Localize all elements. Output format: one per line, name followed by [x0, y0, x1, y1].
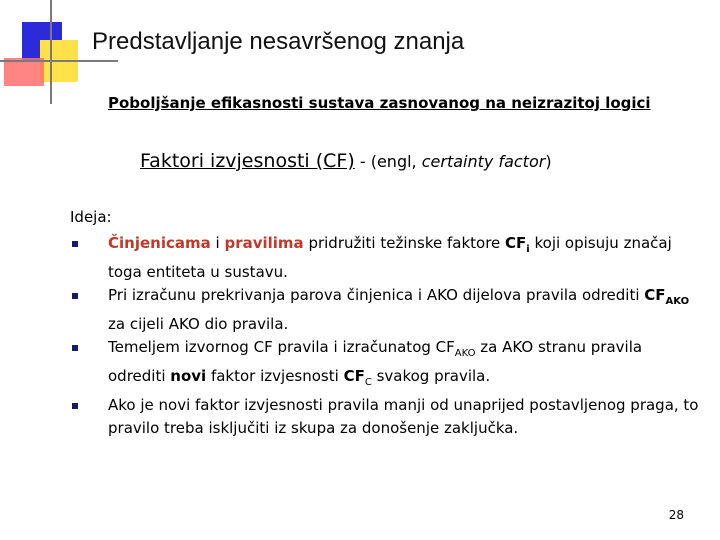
bullet-text-bold: CF: [343, 367, 365, 385]
list-item: [70, 232, 700, 284]
cf-heading-italic: certainty factor: [421, 152, 546, 171]
decor-red-square: [4, 58, 44, 86]
bullet-text: Ako je novi faktor izvjesnosti pravila manji od unaprijed postavljenog praga, to pravilo treba isključiti iz skupa za donošenje zaključka.: [108, 396, 699, 437]
bullet-text: za AKO stranu pravila odrediti: [108, 338, 643, 385]
bullet-text-bold: CF: [644, 286, 666, 304]
cf-heading: [140, 150, 552, 172]
cf-heading-suffix: ): [545, 152, 552, 171]
bullet-text: faktor izvjesnosti: [206, 367, 344, 385]
cf-heading-main: Faktori izvjesnosti (CF): [140, 150, 355, 172]
bullet-subscript: AKO: [665, 296, 690, 307]
bullet-square-icon: [72, 403, 78, 409]
bullet-text: Pri izračunu prekrivanja parova činjenica i AKO dijelova pravila odrediti: [108, 286, 645, 304]
bullet-text: za cijeli AKO dio pravila.: [108, 315, 289, 333]
bullet-square-icon: [72, 241, 78, 247]
bullet-text: i: [210, 234, 225, 252]
bullet-text: Temeljem izvornog CF pravila i izračunatog CF: [108, 338, 455, 356]
bullet-subscript: AKO: [454, 348, 476, 359]
page-number: 28: [668, 508, 684, 522]
slide-title: Predstavljanje nesavršenog znanja: [92, 28, 465, 55]
bullet-square-icon: [72, 293, 78, 299]
bullet-text-emph: Činjenicama: [108, 234, 211, 252]
bullet-text-emph: pravilima: [224, 234, 304, 252]
bullet-list: [70, 232, 700, 440]
bullet-text: svakog pravila.: [371, 367, 491, 385]
list-item: [70, 394, 700, 440]
bullet-subscript: C: [364, 377, 372, 388]
list-item: [70, 284, 700, 336]
bullet-text: koji opisuju značaj toga entiteta u sustavu.: [108, 234, 672, 281]
bullet-subscript: i: [526, 244, 530, 255]
intro-label: Ideja:: [70, 208, 112, 226]
decor-vertical-line: [50, 0, 52, 104]
decor-horizontal-line: [0, 60, 118, 62]
list-item: [70, 336, 700, 394]
bullet-square-icon: [72, 345, 78, 351]
slide-subtitle: Poboljšanje efikasnosti sustava zasnovanog na neizrazitoj logici: [108, 94, 651, 112]
bullet-text-bold: novi: [170, 367, 207, 385]
cf-heading-prefix: - (engl,: [354, 152, 422, 171]
bullet-text-bold: CF: [505, 234, 527, 252]
bullet-text: pridružiti težinske faktore: [303, 234, 506, 252]
